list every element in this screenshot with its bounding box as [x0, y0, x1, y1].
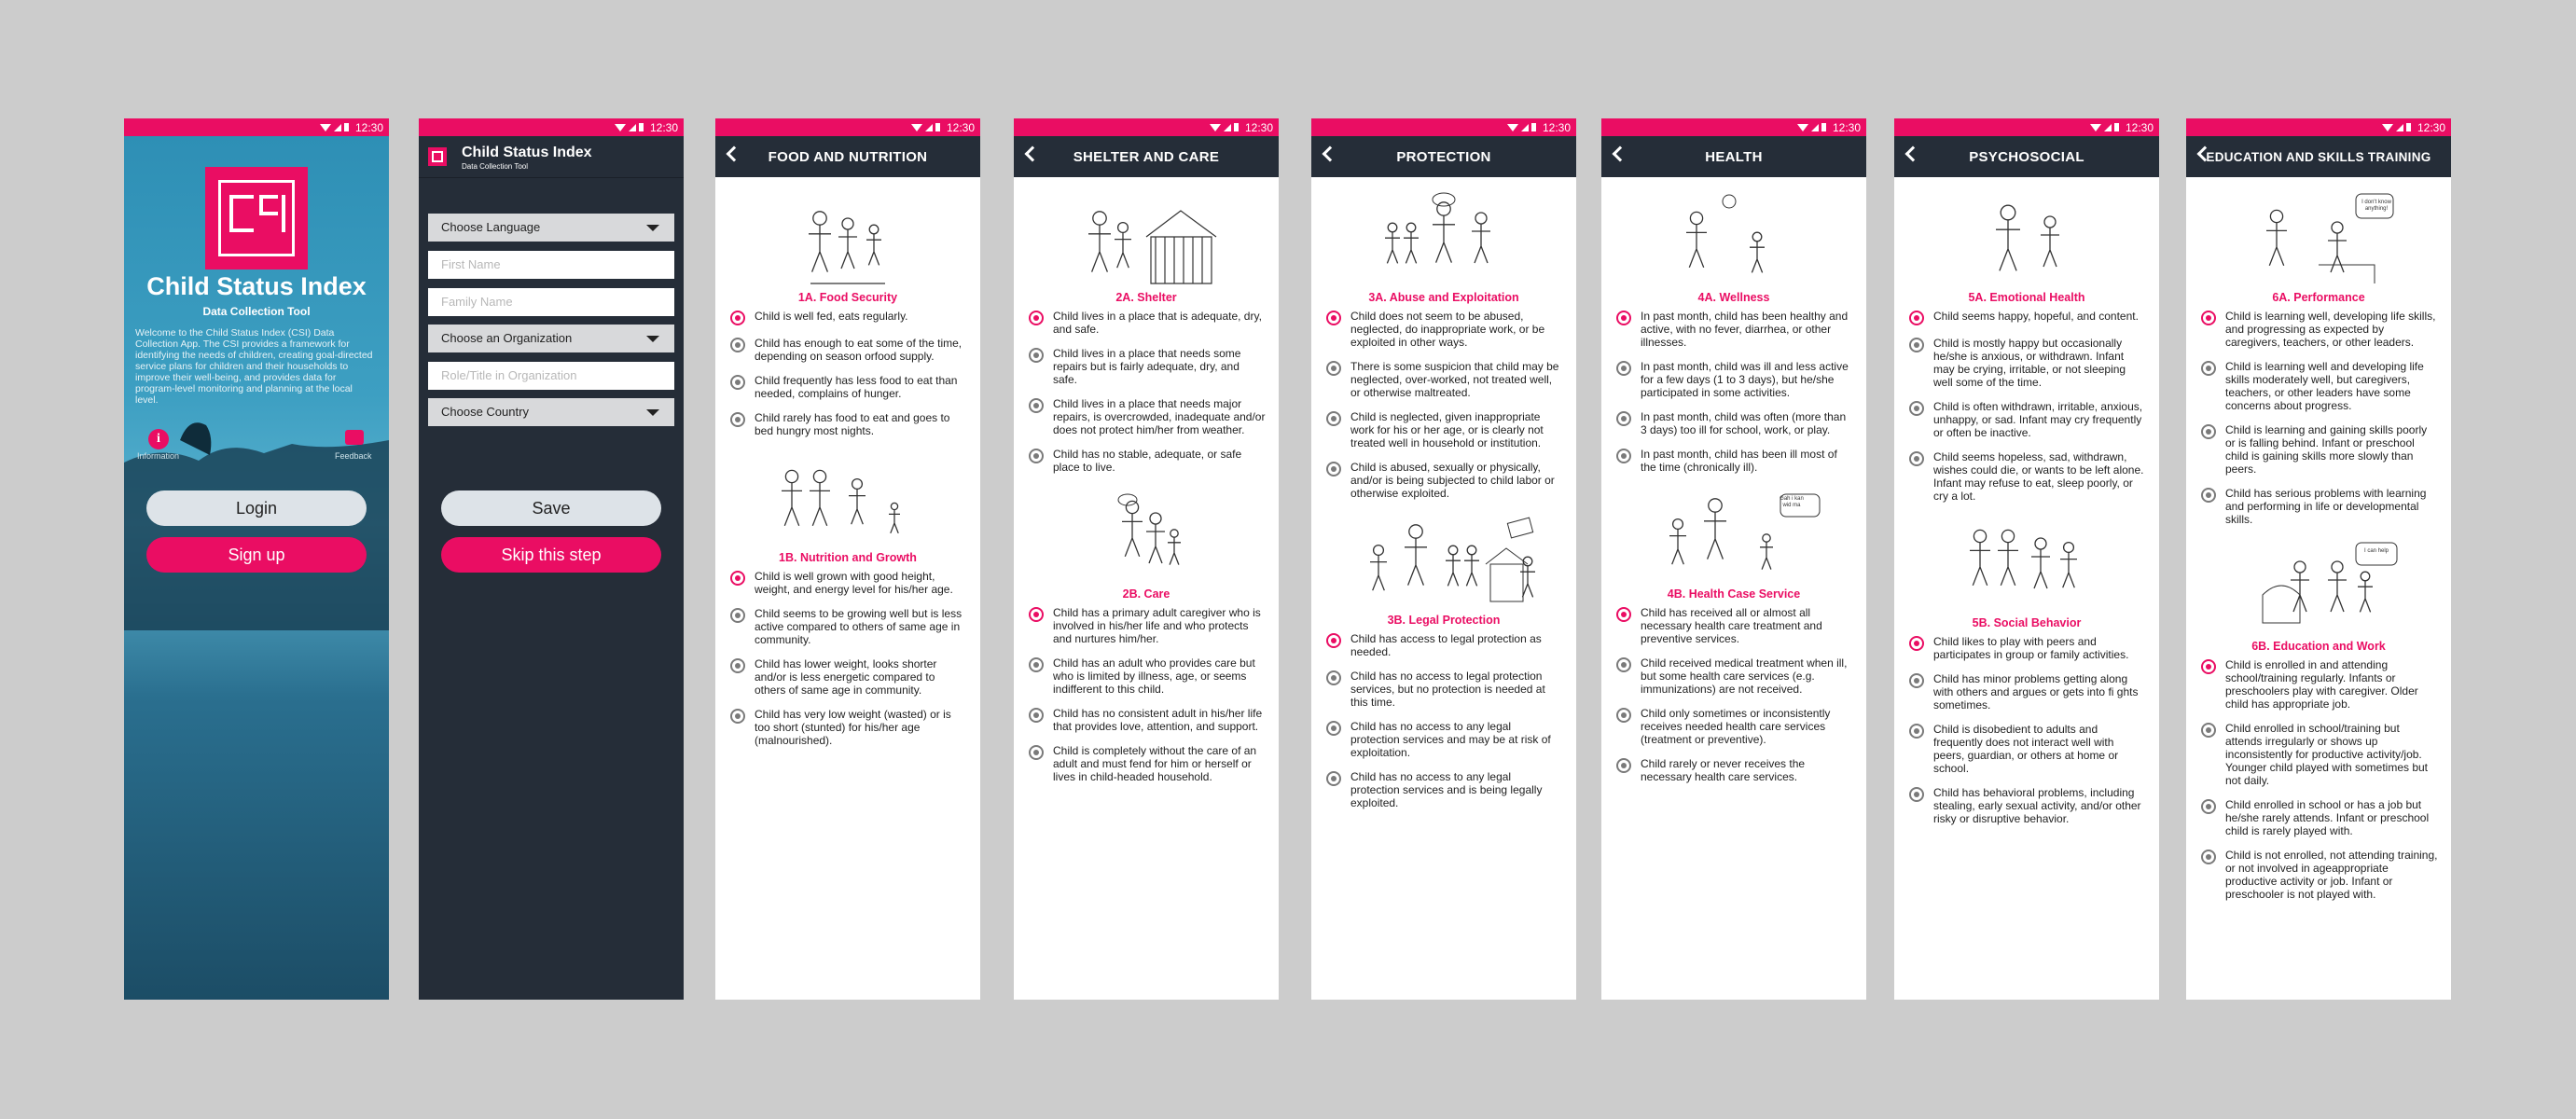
rating-option[interactable]	[1614, 757, 1853, 783]
organization-select[interactable]	[428, 325, 674, 352]
radio-button[interactable]	[1326, 721, 1341, 736]
save-button[interactable]: Save	[441, 490, 661, 526]
app-bar	[715, 136, 980, 177]
rating-option[interactable]	[1907, 672, 2146, 711]
domain-screen	[2186, 118, 2451, 1000]
radio-button[interactable]	[1326, 311, 1341, 325]
radio-button[interactable]	[1029, 398, 1044, 413]
option-text: Child has received all or almost all necessary health care treatment and preventive services.	[1641, 606, 1822, 645]
country-value: Choose Country	[441, 405, 529, 419]
option-text: Child seems to be growing well but is less active compared to others of same age in community.	[755, 607, 963, 646]
radio-button[interactable]	[1616, 758, 1631, 773]
wifi-icon	[1507, 124, 1518, 131]
domain-content	[1601, 177, 1866, 1000]
rating-option[interactable]	[2199, 360, 2438, 412]
section-heading: 2A. Shelter	[1115, 291, 1177, 304]
option-text: Child has no consistent adult in his/her life that provides love, attention, and support.	[1053, 707, 1263, 733]
section-heading: 4A. Wellness	[1697, 291, 1770, 304]
skip-button[interactable]: Skip this step	[441, 537, 661, 573]
illustration-frame	[1027, 485, 1266, 586]
battery-icon	[1531, 123, 1536, 131]
radio-button[interactable]	[1909, 673, 1924, 688]
domain-screen	[1601, 118, 1866, 1000]
info-label[interactable]: Information	[137, 451, 180, 461]
screen-title: HEALTH	[1705, 148, 1763, 165]
radio-button[interactable]	[2201, 361, 2216, 376]
section-heading: 2B. Care	[1122, 587, 1170, 601]
option-text: Child is neglected, given inappropriate work for his or her age, or is clearly not treated well in household or institution.	[1350, 410, 1544, 449]
signal-icon	[925, 124, 933, 131]
rating-option[interactable]	[1027, 707, 1266, 733]
option-text: Child received medical treatment when ill, but some health care services (e.g. immunizations) are not received.	[1641, 656, 1848, 696]
option-text: Child rarely or never receives the necessary health care services.	[1641, 757, 1806, 783]
radio-button[interactable]	[1616, 708, 1631, 723]
status-time: 12:30	[1244, 120, 1273, 134]
option-text: Child is learning well, developing life skills, and progressing as expected by caregivers, teachers, or other leaders.	[2225, 310, 2436, 349]
radio-button[interactable]	[730, 571, 745, 586]
form-subtitle: Data Collection Tool	[462, 162, 529, 171]
country-select[interactable]	[428, 398, 674, 426]
domain-screen	[715, 118, 980, 1000]
radio-button[interactable]	[2201, 424, 2216, 439]
option-text: Child rarely has food to eat and goes to bed hungry most nights.	[755, 411, 950, 437]
wifi-icon	[1797, 124, 1808, 131]
rating-option[interactable]	[728, 411, 967, 437]
radio-button[interactable]	[730, 412, 745, 427]
rating-option[interactable]	[1907, 635, 2146, 661]
radio-button[interactable]	[1909, 724, 1924, 739]
rating-option[interactable]	[1324, 410, 1563, 449]
illustration	[1053, 190, 1240, 289]
rating-option[interactable]	[2199, 722, 2438, 787]
radio-button[interactable]	[730, 608, 745, 623]
option-text: Child has access to legal protection as needed.	[1350, 632, 1542, 658]
rating-option[interactable]	[1027, 744, 1266, 783]
option-text: Child is often withdrawn, irritable, anxious, unhappy, or sad. Infant may cry frequently or often be inactive.	[1933, 400, 2143, 439]
radio-button[interactable]	[730, 338, 745, 352]
illustration	[1641, 190, 1827, 289]
option-text: Child has an adult who provides care but who is limited by illness, age, or seems indifferent to this child.	[1053, 656, 1255, 696]
csi-logo	[205, 167, 308, 269]
option-text: Child has very low weight (wasted) or is too short (stunted) for his/her age (malnourished).	[755, 708, 951, 747]
rating-option[interactable]	[1324, 360, 1563, 399]
wifi-icon	[2090, 124, 2101, 131]
app-bar	[1601, 136, 1866, 177]
wifi-icon	[911, 124, 922, 131]
radio-button[interactable]	[1909, 401, 1924, 416]
radio-button[interactable]	[730, 375, 745, 390]
rating-option[interactable]	[1324, 770, 1563, 809]
option-text: Child is not enrolled, not attending training, or not involved in ageappropriate productive activity or job. Infant or preschooler is not played with.	[2225, 849, 2438, 901]
domain-content	[715, 177, 980, 1000]
option-text: Child has no access to any legal protection services and may be at risk of exploitation.	[1350, 720, 1551, 759]
screen-title: FOOD AND NUTRITION	[768, 148, 928, 165]
illustration-frame	[2199, 537, 2438, 638]
illustration	[1933, 190, 2120, 289]
option-text: Child only sometimes or inconsistently receives needed health care services (treatment or preventive).	[1641, 707, 1831, 746]
option-text: Child is learning and gaining skills poorly or is falling behind. Infant or preschool child is gaining skills more slowly than peers.	[2225, 423, 2428, 476]
signal-icon	[2396, 124, 2403, 131]
section-heading: 5A. Emotional Health	[1968, 291, 2085, 304]
status-time: 12:30	[1832, 120, 1861, 134]
signal-icon	[1521, 124, 1529, 131]
signal-icon	[2104, 124, 2112, 131]
status-time: 12:30	[649, 120, 678, 134]
rating-option[interactable]	[1324, 632, 1563, 658]
domain-content	[1311, 177, 1576, 1000]
illustration	[1933, 516, 2120, 615]
status-bar	[419, 118, 684, 136]
radio-button[interactable]	[1326, 462, 1341, 477]
status-time: 12:30	[946, 120, 975, 134]
splash-screen	[124, 118, 389, 1000]
illustration-frame	[1324, 511, 1563, 612]
domain-content	[2186, 177, 2451, 1000]
rating-option[interactable]	[728, 374, 967, 400]
battery-icon	[1234, 123, 1239, 131]
radio-button[interactable]	[730, 658, 745, 673]
option-text: Child has no access to any legal protection services and is being legally exploited.	[1350, 770, 1543, 809]
rating-option[interactable]	[1027, 606, 1266, 645]
rating-option[interactable]	[1614, 656, 1853, 696]
section-heading: 1A. Food Security	[797, 291, 898, 304]
radio-button[interactable]	[1616, 361, 1631, 376]
battery-icon	[639, 123, 644, 131]
radio-button[interactable]	[2201, 850, 2216, 864]
option-text: Child has a primary adult caregiver who is involved in his/her life and who protects and nurtures him/her.	[1053, 606, 1261, 645]
family-name-field[interactable]: Family Name	[428, 288, 674, 316]
status-bar	[715, 118, 980, 136]
rating-option[interactable]	[1324, 310, 1563, 349]
radio-button[interactable]	[1029, 311, 1044, 325]
rating-option[interactable]	[728, 337, 967, 363]
illustration-frame	[728, 188, 967, 289]
rating-option[interactable]	[1907, 337, 2146, 389]
signal-icon	[1224, 124, 1231, 131]
speech-bubble-text: I can help	[2363, 548, 2389, 554]
rating-option[interactable]	[728, 607, 967, 646]
wifi-icon	[320, 124, 331, 131]
info-icon[interactable]: i	[148, 429, 169, 449]
option-text: In past month, child has been healthy and active, with no fever, diarrhea, or other illnesses.	[1641, 310, 1849, 349]
illustration-frame	[1027, 188, 1266, 289]
radio-button[interactable]	[2201, 799, 2216, 814]
rating-option[interactable]	[1324, 720, 1563, 759]
option-text: Child is disobedient to adults and frequently does not interact well with peers, guardian, or others at home or school.	[1933, 723, 2119, 775]
radio-button[interactable]	[1029, 449, 1044, 463]
option-text: Child has enough to eat some of the time, depending on season orfood supply.	[755, 337, 963, 363]
option-text: Child likes to play with peers and participates in group or family activities.	[1933, 635, 2129, 661]
chevron-down-icon	[646, 225, 659, 231]
section-heading: 5B. Social Behavior	[1972, 616, 2082, 629]
radio-button[interactable]	[1616, 411, 1631, 426]
option-text: Child is well grown with good height, weight, and energy level for his/her age.	[755, 570, 953, 596]
chevron-down-icon	[646, 336, 659, 342]
organization-value: Choose an Organization	[441, 331, 573, 345]
role-field[interactable]: Role/Title in Organization	[428, 362, 674, 390]
section-heading: 3A. Abuse and Exploitation	[1368, 291, 1519, 304]
rating-option[interactable]	[1907, 786, 2146, 825]
section-heading: 4B. Health Case Service	[1667, 587, 1801, 601]
rating-option[interactable]	[1614, 310, 1853, 349]
wifi-icon	[2382, 124, 2393, 131]
option-text: Child is abused, sexually or physically, and/or is being subjected to child labor or otherwise exploited.	[1350, 461, 1555, 500]
status-bar	[1894, 118, 2159, 136]
rating-option[interactable]	[1907, 723, 2146, 775]
option-text: In past month, child has been ill most of the time (chronically ill).	[1641, 448, 1837, 474]
radio-button[interactable]	[1326, 361, 1341, 376]
section-heading: 6B. Education and Work	[2251, 640, 2386, 653]
option-text: Child is well fed, eats regularly.	[755, 310, 908, 323]
rating-option[interactable]	[728, 657, 967, 697]
option-text: Child lives in a place that needs some repairs but is fairly adequate, dry, and safe.	[1053, 347, 1241, 386]
rating-option[interactable]	[1907, 450, 2146, 503]
illustration	[1350, 513, 1537, 612]
radio-button[interactable]	[1616, 449, 1631, 463]
radio-button[interactable]	[1616, 311, 1631, 325]
status-bar	[1601, 118, 1866, 136]
domain-content	[1014, 177, 1279, 1000]
csi-logo-small	[428, 147, 447, 166]
radio-button[interactable]	[1029, 708, 1044, 723]
illustration	[755, 190, 941, 289]
option-text: Child has lower weight, looks shorter and/or is less energetic compared to others of same age in community.	[755, 657, 937, 697]
rating-option[interactable]	[1614, 606, 1853, 645]
battery-icon	[935, 123, 940, 131]
battery-icon	[344, 123, 349, 131]
radio-button[interactable]	[1326, 633, 1341, 648]
radio-button[interactable]	[730, 709, 745, 724]
rating-option[interactable]	[728, 708, 967, 747]
rating-option[interactable]	[1027, 310, 1266, 336]
rating-option[interactable]	[1324, 461, 1563, 500]
screen-title: SHELTER AND CARE	[1073, 148, 1220, 165]
illustration-frame	[2199, 188, 2438, 289]
rating-option[interactable]	[1324, 670, 1563, 709]
rating-option[interactable]	[1614, 707, 1853, 746]
app-bar	[2186, 136, 2451, 177]
wifi-icon	[1210, 124, 1221, 131]
wifi-icon	[615, 124, 626, 131]
rating-option[interactable]	[728, 310, 967, 325]
section-heading: 1B. Nutrition and Growth	[779, 551, 917, 564]
radio-button[interactable]	[1909, 787, 1924, 802]
option-text: There is some suspicion that child may be neglected, over-worked, not treated well, or otherwise maltreated.	[1350, 360, 1559, 399]
radio-button[interactable]	[1029, 745, 1044, 760]
illustration	[1350, 190, 1537, 289]
radio-button[interactable]	[1616, 607, 1631, 622]
radio-button[interactable]	[1909, 636, 1924, 651]
illustration-frame	[728, 449, 967, 549]
option-text: Child seems hopeless, sad, withdrawn, wishes could die, or wants to be left alone. Infant may refuse to eat, sleep poorly, or cry a lot.	[1933, 450, 2144, 503]
rating-option[interactable]	[1027, 656, 1266, 696]
screen-title: PROTECTION	[1396, 148, 1491, 165]
illustration-frame	[1324, 188, 1563, 289]
section-heading: 6A. Performance	[2272, 291, 2365, 304]
app-bar	[1311, 136, 1576, 177]
illustration-frame	[1614, 485, 1853, 586]
option-text: In past month, child was often (more than 3 days) too ill for school, work, or play.	[1641, 410, 1847, 436]
status-time: 12:30	[1542, 120, 1571, 134]
signal-icon	[1811, 124, 1819, 131]
radio-button[interactable]	[1326, 411, 1341, 426]
option-text: Child enrolled in school/training but attends irregularly or shows up inconsistently for productive activity/job. Younger child played with sometimes but not daily.	[2225, 722, 2429, 787]
form-title: Child Status Index	[462, 145, 592, 160]
radio-button[interactable]	[1909, 338, 1924, 352]
illustration	[1053, 487, 1240, 586]
option-text: Child has no access to legal protection services, but no protection is needed at this time.	[1350, 670, 1545, 709]
option-text: Child has serious problems with learning and performing in life or developmental skills.	[2225, 487, 2427, 526]
registration-screen	[419, 118, 684, 1000]
status-time: 12:30	[354, 120, 383, 134]
rating-option[interactable]	[1027, 448, 1266, 474]
radio-button[interactable]	[1909, 451, 1924, 466]
language-select[interactable]	[428, 214, 674, 242]
option-text: In past month, child was ill and less active for a few days (1 to 3 days), but he/she participated in some activities.	[1641, 360, 1849, 399]
status-bar	[124, 118, 389, 136]
status-bar	[2186, 118, 2451, 136]
rating-option[interactable]	[2199, 658, 2438, 711]
feedback-label[interactable]: Feedback	[335, 451, 372, 461]
signup-button[interactable]: Sign up	[146, 537, 367, 573]
option-text: Child is learning well and developing life skills moderately well, but caregivers, teachers, or other leaders have some concerns about progress.	[2225, 360, 2424, 412]
option-text: Child seems happy, hopeful, and content.	[1933, 310, 2139, 323]
screen-title: EDUCATION AND SKILLS TRAINING	[2206, 149, 2431, 164]
app-title: Child Status Index	[146, 272, 367, 300]
illustration-frame	[1907, 514, 2146, 615]
rating-option[interactable]	[2199, 310, 2438, 349]
chevron-down-icon	[646, 409, 659, 416]
rating-option[interactable]	[1907, 310, 2146, 325]
domain-screen	[1894, 118, 2159, 1000]
app-subtitle: Data Collection Tool	[202, 305, 311, 318]
option-text: Child frequently has less food to eat than needed, complains of hunger.	[755, 374, 958, 400]
radio-button[interactable]	[1909, 311, 1924, 325]
option-text: Child does not seem to be abused, neglected, do inappropriate work, or be exploited in other ways.	[1350, 310, 1545, 349]
radio-button[interactable]	[1029, 348, 1044, 363]
rating-option[interactable]	[1614, 448, 1853, 474]
signal-icon	[629, 124, 636, 131]
rating-option[interactable]	[1614, 410, 1853, 436]
radio-button[interactable]	[1029, 607, 1044, 622]
status-time: 12:30	[2417, 120, 2445, 134]
speech-bubble-text: Gah i kan wid ma	[1780, 496, 1804, 508]
rating-option[interactable]	[1614, 360, 1853, 399]
rating-option[interactable]	[1907, 400, 2146, 439]
status-bar	[1014, 118, 1279, 136]
app-bar	[1894, 136, 2159, 177]
battery-icon	[2406, 123, 2411, 131]
domain-screen	[1311, 118, 1576, 1000]
radio-button[interactable]	[730, 311, 745, 325]
language-value: Choose Language	[441, 220, 541, 234]
battery-icon	[2114, 123, 2119, 131]
illustration	[755, 450, 941, 549]
rating-option[interactable]	[1027, 347, 1266, 386]
option-text: Child lives in a place that is adequate, dry, and safe.	[1053, 310, 1262, 336]
domain-screen	[1014, 118, 1279, 1000]
status-bar	[1311, 118, 1576, 136]
radio-button[interactable]	[2201, 311, 2216, 325]
signal-icon	[334, 124, 341, 131]
option-text: Child has minor problems getting along with others and argues or gets into fi ghts sometimes.	[1933, 672, 2139, 711]
speech-bubble-text: I don't know anything!	[2361, 200, 2391, 212]
status-time: 12:30	[2125, 120, 2154, 134]
radio-button[interactable]	[1326, 670, 1341, 685]
option-text: Child is mostly happy but occasionally he/she is anxious, or withdrawn. Infant may be crying, irritable, or not sleeping well some of the time.	[1933, 337, 2126, 389]
rating-option[interactable]	[1027, 397, 1266, 436]
login-button[interactable]: Login	[146, 490, 367, 526]
rating-option[interactable]	[728, 570, 967, 596]
welcome-text: Welcome to the Child Status Index (CSI) Data Collection App. The CSI provides a framework for identifying the needs of children, creating goal-directed service plans for children and their households to improve their well-being, and provides data for program-level monitoring and planning at the local level.	[135, 327, 373, 406]
rating-option[interactable]	[2199, 849, 2438, 901]
option-text: Child enrolled in school or has a job but he/she rarely attends. Infant or preschool child is rarely played with.	[2225, 798, 2430, 837]
option-text: Child lives in a place that needs major repairs, is overcrowded, inadequate and/or does not protect him/her from weather.	[1053, 397, 1266, 436]
first-name-field[interactable]: First Name	[428, 251, 674, 279]
illustration-frame	[1614, 188, 1853, 289]
battery-icon	[1821, 123, 1826, 131]
radio-button[interactable]	[1029, 657, 1044, 672]
radio-button[interactable]	[2201, 723, 2216, 738]
feedback-icon[interactable]	[345, 430, 364, 445]
domain-content	[1894, 177, 2159, 1000]
screen-title: PSYCHOSOCIAL	[1969, 148, 2084, 165]
rating-option[interactable]	[2199, 798, 2438, 837]
option-text: Child is enrolled in and attending school/training regularly. Infants or preschoolers play with caregiver. Older child has appropriate job.	[2225, 658, 2418, 711]
option-text: Child is completely without the care of an adult and must fend for him or herself or lives in child-headed household.	[1053, 744, 1257, 783]
radio-button[interactable]	[2201, 488, 2216, 503]
option-text: Child has no stable, adequate, or safe place to live.	[1053, 448, 1242, 474]
radio-button[interactable]	[1326, 771, 1341, 786]
illustration-frame	[1907, 188, 2146, 289]
radio-button[interactable]	[1616, 657, 1631, 672]
section-heading: 3B. Legal Protection	[1387, 614, 1501, 627]
app-bar	[1014, 136, 1279, 177]
radio-button[interactable]	[2201, 659, 2216, 674]
option-text: Child has behavioral problems, including stealing, early sexual activity, and/or other risky or disruptive behavior.	[1933, 786, 2141, 825]
form-header	[419, 136, 684, 178]
rating-option[interactable]	[2199, 487, 2438, 526]
rating-option[interactable]	[2199, 423, 2438, 476]
